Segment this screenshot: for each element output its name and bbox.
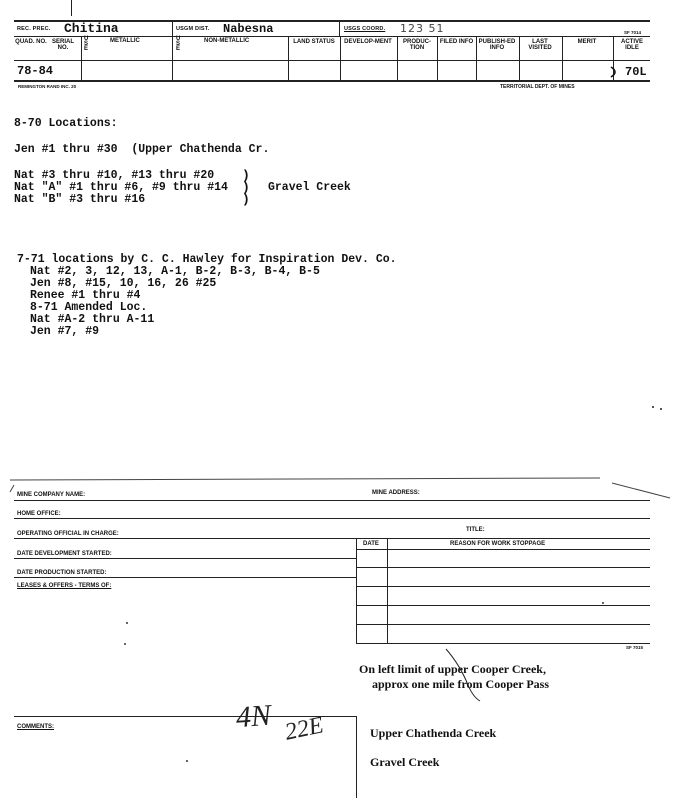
col-use-2: U S E bbox=[176, 36, 181, 52]
col-non-metallic: NON-METALLIC bbox=[204, 38, 250, 44]
date-col-label: DATE bbox=[363, 541, 379, 547]
card-edge bbox=[0, 470, 678, 500]
pen-stroke-icon bbox=[440, 645, 520, 705]
divider bbox=[172, 36, 173, 60]
divider bbox=[437, 60, 438, 80]
title-label: TITLE: bbox=[466, 527, 485, 533]
col-quad-no: QUAD. NO. bbox=[15, 39, 47, 45]
active-value: 70L bbox=[625, 65, 647, 79]
locations-heading: 8-70 Locations: bbox=[14, 117, 118, 130]
form-line bbox=[14, 558, 356, 559]
nat-line-3: Nat "B" #3 thru #16 bbox=[14, 193, 146, 206]
col-merit: MERIT bbox=[577, 39, 597, 45]
mine-company-name-label: MINE COMPANY NAME: bbox=[17, 492, 86, 498]
divider bbox=[340, 36, 341, 60]
curved-mark-icon bbox=[608, 64, 622, 80]
table-line bbox=[356, 643, 650, 644]
col-land-status: LAND STATUS bbox=[293, 39, 335, 45]
form-line bbox=[14, 500, 650, 501]
printer-imprint: REMINGTON RAND INC. 20 bbox=[18, 84, 77, 89]
divider bbox=[288, 60, 289, 80]
form-line bbox=[14, 538, 650, 539]
location-note-1: On left limit of upper Cooper Creek, bbox=[359, 662, 546, 676]
date-production-started-label: DATE PRODUCTION STARTED: bbox=[17, 570, 107, 576]
col-use-1: U S E bbox=[84, 36, 89, 52]
divider bbox=[476, 60, 477, 80]
usgs-coord-label: USGS COORD. bbox=[344, 26, 386, 32]
home-office-label: HOME OFFICE: bbox=[17, 511, 61, 517]
divider bbox=[81, 60, 82, 80]
col-published-info: PUBLISH-ED INFO bbox=[478, 39, 516, 51]
jen-line: Jen #1 thru #30 (Upper Chathenda Cr. bbox=[14, 143, 270, 156]
table-left-border bbox=[356, 538, 357, 644]
col-last-visited: LAST VISITED bbox=[528, 39, 552, 51]
hawley-line-2: Jen #8, #15, 10, 16, 26 #25 bbox=[30, 277, 217, 290]
quad-value: 78-84 bbox=[17, 64, 54, 78]
hawley-line-6: Jen #7, #9 bbox=[30, 325, 100, 338]
divider bbox=[172, 20, 173, 36]
form-line bbox=[14, 577, 356, 578]
handwritten-22e: 22E bbox=[282, 712, 326, 746]
speck bbox=[124, 643, 126, 645]
table-line bbox=[356, 549, 650, 550]
operating-official-label: OPERATING OFFICIAL IN CHARGE: bbox=[17, 531, 119, 537]
top-tick bbox=[71, 0, 72, 16]
upper-chathenda-label: Upper Chathenda Creek bbox=[370, 726, 497, 740]
divider bbox=[339, 20, 340, 36]
brace-bracket: ) ) ) bbox=[242, 168, 250, 207]
table-line bbox=[356, 624, 650, 625]
col-serial-no: SERIAL NO. bbox=[51, 39, 74, 51]
speck bbox=[602, 602, 604, 604]
usgm-dist-value: Nabesna bbox=[223, 22, 274, 36]
header-mid-border bbox=[14, 36, 650, 37]
hawley-line-4: 8-71 Amended Loc. bbox=[30, 301, 148, 314]
form-line bbox=[14, 518, 650, 519]
divider bbox=[397, 60, 398, 80]
hawley-line-3: Renee #1 thru #4 bbox=[30, 289, 141, 302]
divider bbox=[340, 60, 341, 80]
table-line bbox=[356, 586, 650, 587]
usgs-coord-value: 123 51 bbox=[400, 22, 445, 35]
nat-line-1: Nat #3 thru #10, #13 thru #20 bbox=[14, 169, 215, 182]
hawley-heading: 7-71 locations by C. C. Hawley for Inspiration Dev. Co. bbox=[17, 253, 397, 266]
col-metallic: METALLIC bbox=[110, 38, 140, 44]
col-production: PRODUC-TION bbox=[403, 39, 431, 51]
comments-divider bbox=[356, 716, 357, 798]
location-note-2: approx one mile from Cooper Pass bbox=[372, 677, 549, 691]
handwritten-4n: 4N bbox=[234, 698, 273, 735]
usgm-dist-label: USGM DIST. bbox=[176, 26, 210, 32]
header-row-border bbox=[14, 60, 650, 61]
divider bbox=[519, 60, 520, 80]
nat-line-2: Nat "A" #1 thru #6, #9 thru #14 bbox=[14, 181, 228, 194]
hawley-line-1: Nat #2, 3, 12, 13, A-1, B-2, B-3, B-4, B-5 bbox=[30, 265, 320, 278]
mine-address-label: MINE ADDRESS: bbox=[372, 490, 420, 496]
reason-col-label: REASON FOR WORK STOPPAGE bbox=[450, 541, 546, 547]
table-line bbox=[356, 567, 650, 568]
rec-prec-label: REC. PREC. bbox=[17, 26, 51, 32]
comments-label: COMMENTS: bbox=[17, 724, 54, 730]
gravel-creek-label: Gravel Creek bbox=[268, 181, 351, 194]
table-date-divider bbox=[387, 538, 388, 644]
form-number-2: SF 7015 bbox=[626, 645, 644, 650]
divider bbox=[81, 36, 82, 60]
divider bbox=[562, 60, 563, 80]
speck bbox=[126, 622, 128, 624]
hawley-line-5: Nat #A-2 thru A-11 bbox=[30, 313, 155, 326]
col-active-idle: ACTIVE IDLE bbox=[620, 39, 643, 51]
date-development-started-label: DATE DEVELOPMENT STARTED: bbox=[17, 551, 112, 557]
form-number: SF 7014 bbox=[624, 30, 642, 35]
speck bbox=[186, 760, 188, 762]
gravel-creek-label-2: Gravel Creek bbox=[370, 755, 440, 769]
dept-imprint: TERRITORIAL DEPT. OF MINES bbox=[500, 84, 575, 90]
leases-offers-label: LEASES & OFFERS - TERMS OF: bbox=[17, 583, 112, 589]
speck bbox=[652, 406, 654, 408]
rec-prec-value: Chitina bbox=[64, 21, 119, 36]
divider bbox=[288, 36, 289, 60]
col-development: DEVELOP-MENT bbox=[344, 39, 392, 45]
speck bbox=[660, 408, 662, 410]
table-line bbox=[356, 605, 650, 606]
header-bottom-border bbox=[14, 80, 650, 82]
divider bbox=[172, 60, 173, 80]
col-filed-info: FILED INFO bbox=[439, 39, 474, 45]
